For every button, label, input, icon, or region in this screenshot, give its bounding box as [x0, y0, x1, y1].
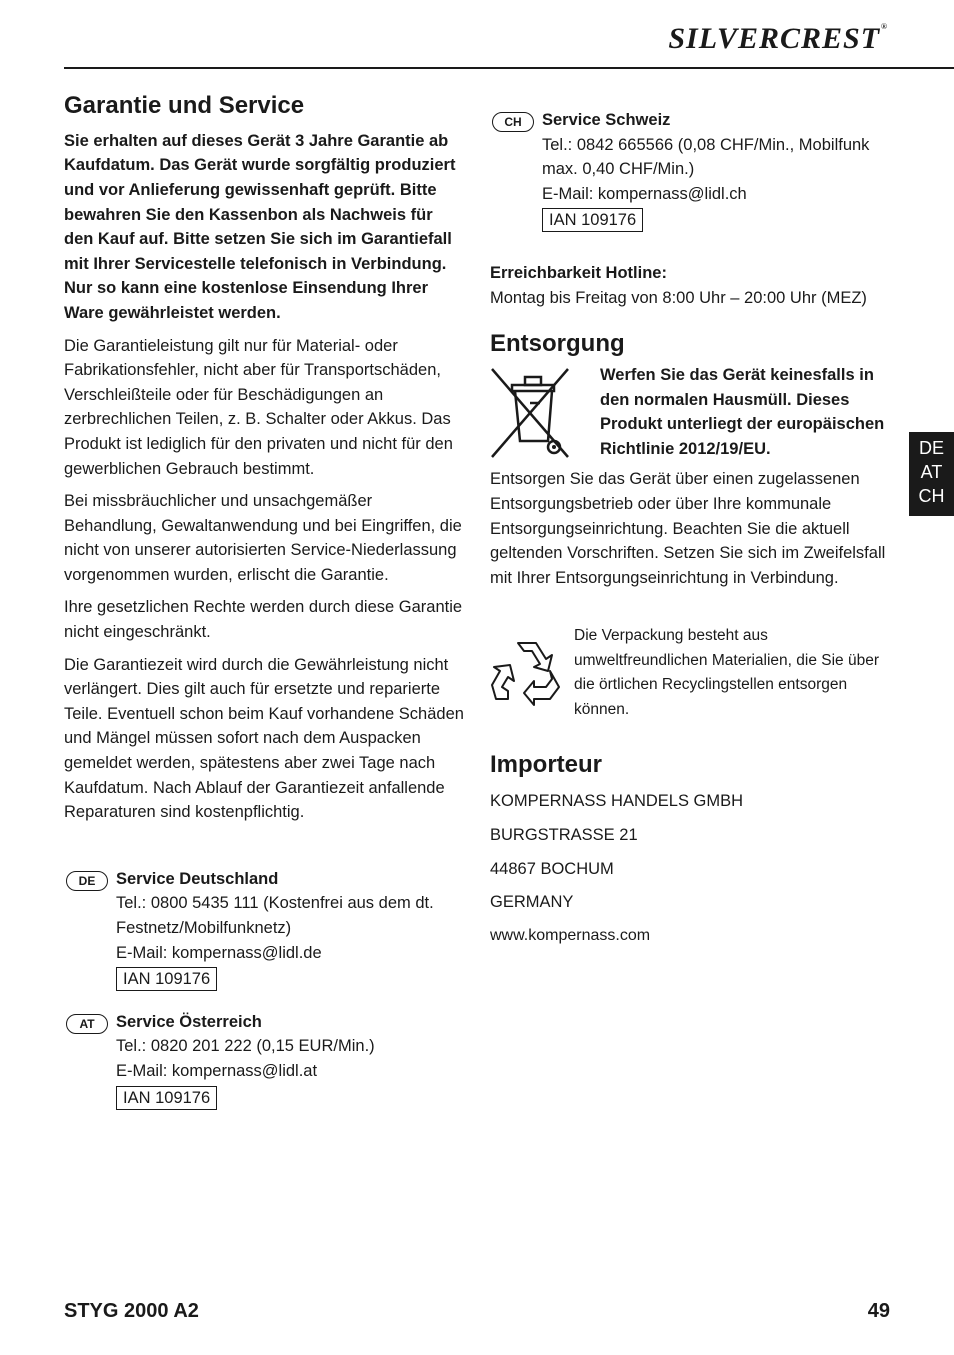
section-heading-importer: Importeur [490, 750, 603, 778]
importer-line: 44867 BOCHUM [490, 859, 614, 878]
service-email: E-Mail: kompernass@lidl.at [116, 1061, 318, 1080]
service-germany [64, 867, 464, 992]
country-badge-de: DE [66, 871, 108, 891]
service-phone: Tel.: 0820 201 222 (0,15 EUR/Min.) [116, 1037, 375, 1056]
language-tab-at: AT [920, 462, 943, 482]
section-heading-disposal: Entsorgung [490, 330, 625, 358]
brand-logo: SILVERCREST® [668, 22, 888, 55]
guarantee-paragraph-4: Die Garantiezeit wird durch die Gewährleistung nicht verlängert. Dies gilt auch für ersetzte und reparierte Teile. Eventuell schon beim Kauf vorhandene Schäden und Mängel müssen sofort nach dem Auspacken gemeldet werden, spätestens aber zwei Tage nach Kaufdatum. Nach Ablauf der Garantiezeit anfallende Reparaturen sind kostenpflichtig. [64, 655, 464, 822]
header-rule [64, 67, 954, 69]
service-email: E-Mail: kompernass@lidl.ch [542, 184, 747, 203]
disposal-paragraph: Entsorgen Sie das Gerät über einen zugelassenen Entsorgungsbetrieb oder über Ihre kommunale Entsorgungseinrichtung. Beachten Sie die aktuell geltenden Vorschriften. Setzen Sie sich im Zweifelsfall mit Ihrer Entsorgungseinrichtung in Verbindung. [490, 470, 886, 587]
section-heading-guarantee: Garantie und Service [64, 92, 305, 119]
service-title: Service Österreich [116, 1012, 262, 1031]
page-number: 49 [867, 1300, 890, 1322]
service-title: Service Schweiz [542, 111, 671, 129]
hotline-hours: Montag bis Freitag von 8:00 Uhr – 20:00 Uhr (MEZ) [490, 288, 867, 307]
recycling-arrows-icon [490, 637, 564, 709]
hotline-block [490, 261, 890, 310]
right-column [490, 108, 890, 957]
service-phone: Tel.: 0842 665566 (0,08 CHF/Min., Mobilfunk max. 0,40 CHF/Min.) [542, 135, 870, 179]
ian-box: IAN 109176 [542, 208, 643, 232]
disposal-warning [490, 363, 890, 461]
service-switzerland [490, 108, 890, 233]
service-phone: Tel.: 0800 5435 111 (Kostenfrei aus dem dt. Festnetz/Mobilfunknetz) [116, 894, 434, 938]
ian-box: IAN 109176 [116, 967, 217, 991]
importer-website[interactable]: www.kompernass.com [490, 926, 651, 944]
importer-line: BURGSTRASSE 21 [490, 826, 638, 845]
disposal-warning-text: Werfen Sie das Gerät keinesfalls in den normalen Hausmüll. Dieses Produkt unterliegt der europäischen Richtlinie 2012/19/EU. [600, 365, 885, 458]
importer-line: GERMANY [490, 893, 574, 912]
left-column [64, 92, 464, 1110]
country-badge-ch: CH [492, 112, 534, 132]
service-email: E-Mail: kompernass@lidl.de [116, 943, 322, 962]
crossed-out-wheelie-bin-icon [490, 363, 590, 461]
packaging-notice [490, 624, 890, 722]
language-tab-de: DE [918, 438, 944, 458]
guarantee-paragraph-2: Bei missbräuchlicher und unsachgemäßer Behandlung, Gewaltanwendung und bei Eingriffen, die nicht von unserer autorisierten Service-Niederlassung vorgenommen wurden, erlischt die Garantie. [64, 492, 462, 584]
language-tab-ch: CH [918, 486, 945, 506]
country-badge-at: AT [66, 1014, 108, 1034]
importer-line: KOMPERNASS HANDELS GMBH [490, 792, 744, 811]
footer-model: STYG 2000 A2 [64, 1300, 199, 1322]
ian-box: IAN 109176 [116, 1086, 217, 1110]
guarantee-paragraph-3: Ihre gesetzlichen Rechte werden durch diese Garantie nicht eingeschränkt. [64, 598, 463, 642]
service-title: Service Deutschland [116, 869, 279, 888]
guarantee-paragraph-1: Die Garantieleistung gilt nur für Material- oder Fabrikationsfehler, nicht aber für Transportschäden, Verschleißteile oder für Beschädigungen an zerbrechlichen Teilen, z. B. Schalter oder Akkus. Das Produkt ist lediglich für den privaten und nicht für den gewerblichen Gebrauch bestimmt. [64, 336, 453, 478]
packaging-text: Die Verpackung besteht aus umweltfreundlichen Materialien, die Sie über die örtlichen Recyclingstellen entsorgen können. [574, 627, 879, 719]
language-tab [909, 432, 954, 516]
guarantee-intro: Sie erhalten auf dieses Gerät 3 Jahre Garantie ab Kaufdatum. Das Gerät wurde sorgfältig produziert und vor Anlieferung gewissenhaft geprüft. Bitte bewahren Sie den Kassenbon als Nachweis für den Kauf auf. Bitte setzen Sie sich im Garantiefall mit Ihrer Servicestelle telefonisch in Verbindung. Nur so kann eine kostenlose Einsendung Ihrer Ware gewährleistet werden. [64, 131, 456, 322]
service-austria [64, 1010, 464, 1110]
hotline-title: Erreichbarkeit Hotline: [490, 263, 667, 282]
